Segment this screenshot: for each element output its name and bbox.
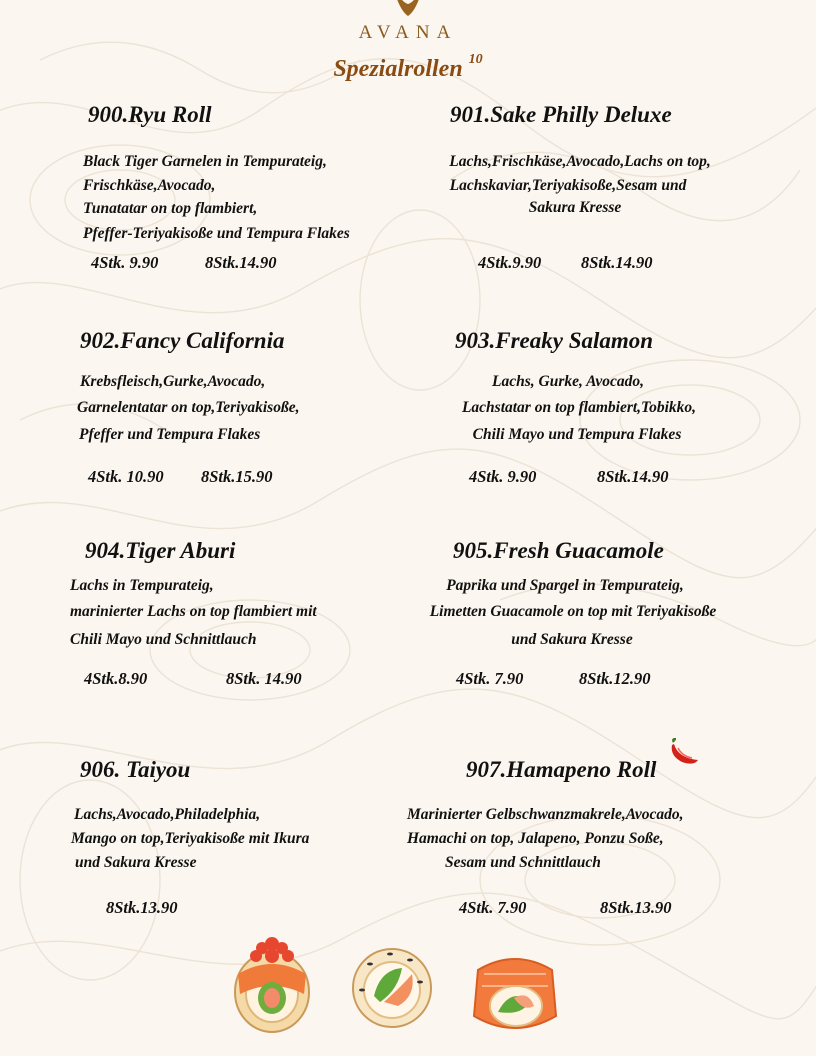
chili-pepper-icon xyxy=(668,738,702,768)
item-description-line: Chili Mayo und Tempura Flakes xyxy=(472,426,682,443)
item-description-line: Lachs,Frischkäse,Avocado,Lachs on top, xyxy=(449,153,711,170)
item-price: 8Stk.14.90 xyxy=(581,253,653,272)
item-name: 907.Hamapeno Roll xyxy=(466,757,657,782)
item-price: 8Stk.13.90 xyxy=(106,898,178,917)
page-title-text: Spezialrollen xyxy=(333,56,463,82)
item-name: 901.Sake Philly Deluxe xyxy=(450,102,672,127)
item-name: 906. Taiyou xyxy=(80,757,191,782)
item-name: 902.Fancy California xyxy=(80,328,285,353)
item-description-line: Frischkäse,Avocado, xyxy=(83,177,216,194)
item-description-line: Lachs, Gurke, Avocado, xyxy=(492,373,644,390)
item-description-line: Black Tiger Garnelen in Tempurateig, xyxy=(83,153,327,170)
item-name: 904.Tiger Aburi xyxy=(85,538,236,563)
item-name: 900.Ryu Roll xyxy=(88,102,212,127)
item-description-line: Paprika und Spargel in Tempurateig, xyxy=(446,577,684,594)
item-description-line: Hamachi on top, Jalapeno, Ponzu Soße, xyxy=(407,830,664,847)
item-description-line: Limetten Guacamole on top mit Teriyakisoße xyxy=(429,603,717,620)
item-price: 4Stk. 9.90 xyxy=(91,253,159,272)
item-description-line: Garnelentatar on top,Teriyakisoße, xyxy=(77,399,300,416)
item-description-line: Krebsfleisch,Gurke,Avocado, xyxy=(80,373,266,390)
item-description-line: Lachstatar on top flambiert,Tobikko, xyxy=(461,399,697,416)
sushi-roll-sesame-icon xyxy=(350,946,434,1030)
item-price: 8Stk.14.90 xyxy=(597,467,669,486)
item-price: 4Stk. 10.90 xyxy=(88,467,164,486)
logo-icon xyxy=(389,0,427,18)
item-description-line: Lachskaviar,Teriyakisoße,Sesam und xyxy=(449,177,687,194)
item-name: 905.Fresh Guacamole xyxy=(453,538,664,563)
item-description-line: Sesam und Schnittlauch xyxy=(445,854,601,871)
item-price: 8Stk. 14.90 xyxy=(226,669,302,688)
item-price: 8Stk.15.90 xyxy=(201,467,273,486)
item-description-line: Pfeffer-Teriyakisoße und Tempura Flakes xyxy=(83,225,350,242)
item-description-line: Lachs in Tempurateig, xyxy=(70,577,214,594)
sushi-roll-salmon-roe-icon xyxy=(232,934,312,1034)
item-description-line: Chili Mayo und Schnittlauch xyxy=(70,631,257,648)
brand-name: AVANA xyxy=(358,22,458,43)
item-name: 903.Freaky Salamon xyxy=(455,328,654,353)
item-price: 8Stk.13.90 xyxy=(600,898,672,917)
item-price: 4Stk.8.90 xyxy=(84,669,148,688)
item-description-line: marinierter Lachs on top flambiert mit xyxy=(70,603,317,620)
item-price: 4Stk. 7.90 xyxy=(456,669,524,688)
sushi-roll-salmon-wrap-icon xyxy=(470,950,560,1034)
item-description-line: Marinierter Gelbschwanzmakrele,Avocado, xyxy=(407,806,684,823)
item-description-line: Lachs,Avocado,Philadelphia, xyxy=(74,806,261,823)
item-description-line: Sakura Kresse xyxy=(528,199,622,216)
item-description-line: und Sakura Kresse xyxy=(511,631,633,648)
item-price: 4Stk. 9.90 xyxy=(469,467,537,486)
item-price: 4Stk.9.90 xyxy=(478,253,542,272)
page-title xyxy=(0,52,816,83)
item-description-line: Tunatatar on top flambiert, xyxy=(83,200,258,217)
page-title-superscript: 10 xyxy=(468,52,483,67)
item-price: 8Stk.12.90 xyxy=(579,669,651,688)
item-description-line: Pfeffer und Tempura Flakes xyxy=(79,426,261,443)
item-description-line: und Sakura Kresse xyxy=(75,854,197,871)
item-price: 8Stk.14.90 xyxy=(205,253,277,272)
item-price: 4Stk. 7.90 xyxy=(459,898,527,917)
item-description-line: Mango on top,Teriyakisoße mit Ikura xyxy=(71,830,310,847)
